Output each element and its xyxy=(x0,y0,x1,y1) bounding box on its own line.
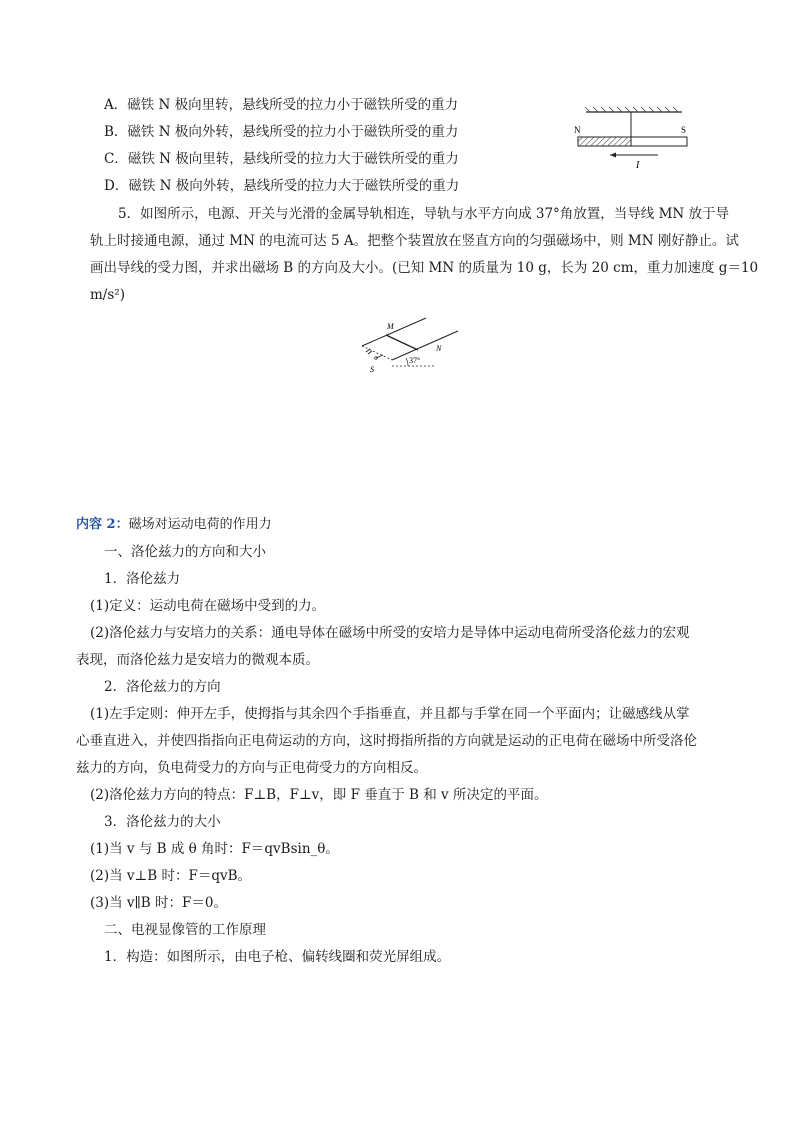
heading-tv-tube: 二、电视显像管的工作原理 xyxy=(104,922,266,938)
magnet-wire-figure xyxy=(570,104,700,174)
section-title-prefix: 内容 2： xyxy=(76,517,129,532)
left-hand-line3: 兹力的方向，负电荷受力的方向与正电荷受力的方向相反。 xyxy=(76,760,427,776)
option-b: B．磁铁 N 极向外转，悬线所受的拉力小于磁铁所受的重力 xyxy=(104,124,459,140)
section-title xyxy=(76,516,272,534)
subheading-lorentz-force: 1．洛伦兹力 xyxy=(104,571,181,587)
heading-lorentz: 一、洛伦兹力的方向和大小 xyxy=(104,544,266,560)
option-a: A．磁铁 N 极向里转，悬线所受的拉力小于磁铁所受的重力 xyxy=(104,97,459,113)
direction-feature: (2)洛伦兹力方向的特点：F⊥B，F⊥v，即 F 垂直于 B 和 v 所决定的平面。 xyxy=(90,787,548,803)
angle-label: 37° xyxy=(409,356,421,365)
q5-line4: m/s²) xyxy=(90,287,125,303)
switch-s-label: S xyxy=(370,365,374,374)
current-i-label: I xyxy=(636,160,640,171)
magnitude-case3: (3)当 v∥B 时：F＝0。 xyxy=(90,895,227,911)
magnitude-case2: (2)当 v⊥B 时：F＝qvB。 xyxy=(90,868,252,884)
magnet-s-label: S xyxy=(681,125,687,135)
q5-line3: 画出导线的受力图，并求出磁场 B 的方向及大小。(已知 MN 的质量为 10 g，长为 20 cm，重力加速度 g＝10 xyxy=(90,260,759,276)
tv-tube-structure: 1．构造：如图所示，由电子枪、偏转线圈和荧光屏组成。 xyxy=(104,949,451,965)
definition-text: (1)定义：运动电荷在磁场中受到的力。 xyxy=(90,598,326,614)
left-hand-line1: (1)左手定则：伸开左手，使拇指与其余四个手指垂直，并且都与手掌在同一个平面内；让磁感线从掌 xyxy=(90,706,690,722)
wire-m-label: M xyxy=(387,322,394,331)
magnitude-case1: (1)当 v 与 B 成 θ 角时：F＝qvBsin_θ。 xyxy=(90,841,339,857)
wire-n-label: N xyxy=(436,344,442,353)
magnet-n-label: N xyxy=(574,125,581,135)
q5-line1: 5．如图所示，电源、开关与光滑的金属导轨相连，导轨与水平方向成 37°角放置，当导线 MN 放于导 xyxy=(118,206,730,222)
section-title-rest: 磁场对运动电荷的作用力 xyxy=(128,517,272,532)
option-d: D．磁铁 N 极向外转，悬线所受的拉力大于磁铁所受的重力 xyxy=(104,178,460,194)
inclined-rails-figure xyxy=(356,316,466,376)
subheading-magnitude: 3．洛伦兹力的大小 xyxy=(104,814,221,830)
subheading-direction: 2．洛伦兹力的方向 xyxy=(104,679,221,695)
left-hand-line2: 心垂直进入，并使四指指向正电荷运动的方向，这时拇指所指的方向就是运动的正电荷在磁场中所受洛伦 xyxy=(76,733,697,749)
relation-line2: 表现，而洛伦兹力是安培力的微观本质。 xyxy=(76,652,319,668)
option-c: C．磁铁 N 极向里转，悬线所受的拉力大于磁铁所受的重力 xyxy=(104,151,459,167)
q5-line2: 轨上时接通电源，通过 MN 的电流可达 5 A。把整个装置放在竖直方向的匀强磁场中，则 MN 刚好静止。试 xyxy=(90,233,739,249)
relation-line1: (2)洛伦兹力与安培力的关系：通电导体在磁场中所受的安培力是导体中运动电荷所受洛伦兹力的宏观 xyxy=(90,625,690,641)
